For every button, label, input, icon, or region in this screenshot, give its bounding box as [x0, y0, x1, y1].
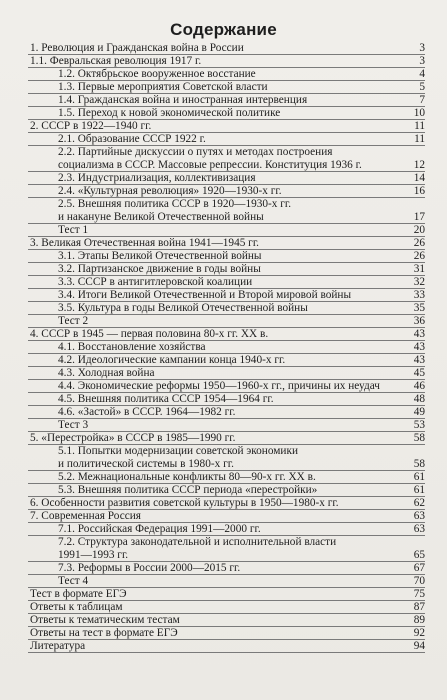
toc-entry	[28, 302, 425, 315]
toc-entry-page-number: 43	[413, 353, 425, 366]
toc-entry	[28, 250, 425, 263]
toc-entry	[28, 562, 425, 575]
toc-entry-title-line: 1991—1993 гг.	[58, 548, 129, 561]
toc-entry-title	[58, 393, 425, 406]
toc-entry	[28, 471, 425, 484]
toc-entry	[28, 640, 425, 653]
toc-entry-title	[58, 94, 425, 107]
toc-entry	[28, 81, 425, 94]
toc-entry-title	[58, 185, 425, 198]
toc-entry-title-line: 4.2. Идеологические кампании конца 1940-х гг.	[58, 354, 286, 366]
toc-entry-title	[30, 120, 425, 133]
toc-entry-title-line: 2.4. «Культурная революция» 1920—1930-х гг.	[58, 185, 282, 197]
toc-entry	[28, 575, 425, 588]
toc-entry-page-number: 12	[413, 158, 425, 171]
toc-entry	[28, 536, 425, 562]
toc-entry-title	[30, 640, 425, 653]
toc-entry-title-line: 3.2. Партизанское движение в годы войны	[58, 263, 261, 275]
toc-entry-title-line: 1.2. Октябрьское вооруженное восстание	[58, 68, 256, 80]
toc-entry-title-line: Ответы к таблицам	[30, 601, 123, 613]
toc-entry-title	[58, 354, 425, 367]
toc-entry-title	[58, 289, 425, 302]
toc-entry-page-number: 32	[413, 275, 425, 288]
toc-entry-title-line: 5.1. Попытки модернизации советской экономики	[58, 445, 299, 457]
toc-entry-title	[30, 614, 425, 627]
toc-entry-page-number: 11	[414, 119, 425, 132]
toc-entry-title	[58, 224, 425, 237]
toc-entry-title	[58, 315, 425, 328]
toc-entry-page-number: 3	[419, 41, 425, 54]
toc-entry-title-line: 1.5. Переход к новой экономической политике	[58, 107, 281, 119]
toc-entry	[28, 341, 425, 354]
toc-entry-page-number: 89	[413, 613, 425, 626]
toc-entry	[28, 263, 425, 276]
toc-entry-title-line: Тест 3	[58, 419, 89, 431]
toc-entry-title-line: 1.1. Февральская революция 1917 г.	[30, 55, 202, 67]
toc-entry-title-line: 4.5. Внешняя политика СССР 1954—1964 гг.	[58, 393, 274, 405]
toc-entry-title-line: 6. Особенности развития советской культуры в 1950—1980-х гг.	[30, 497, 339, 509]
toc-entry-title-line: 2.1. Образование СССР 1922 г.	[58, 133, 206, 145]
toc-entry	[28, 68, 425, 81]
toc-entry-title-line: социализма в СССР. Массовые репрессии. Конституция 1936 г.	[58, 158, 362, 171]
toc-entry-title-line: 7.2. Структура законодательной и исполнительной власти	[58, 536, 337, 548]
toc-entry	[28, 133, 425, 146]
toc-entry	[28, 523, 425, 536]
toc-entry	[28, 627, 425, 640]
toc-entry-title-line: Ответы на тест в формате ЕГЭ	[30, 627, 178, 639]
toc-entry-page-number: 63	[413, 522, 425, 535]
toc-entry-page-number: 11	[414, 132, 425, 145]
toc-entry	[28, 510, 425, 523]
toc-entry	[28, 94, 425, 107]
toc-entry	[28, 406, 425, 419]
toc-entry	[28, 393, 425, 406]
toc-entry-title	[30, 55, 425, 68]
toc-entry-title	[58, 68, 425, 81]
toc-entry-title-line: Литература	[30, 640, 86, 652]
toc-entry-page-number: 63	[413, 509, 425, 522]
toc-entry	[28, 107, 425, 120]
toc-entry-title-line: 5.3. Внешняя политика СССР периода «перестройки»	[58, 484, 318, 496]
toc-entry-title	[30, 601, 425, 614]
toc-entry	[28, 146, 425, 172]
toc-entry-title-line: Тест в формате ЕГЭ	[30, 588, 127, 600]
toc-entry-title	[30, 328, 425, 341]
toc-entry-page-number: 46	[413, 379, 425, 392]
toc-entry-page-number: 87	[413, 600, 425, 613]
toc-entry	[28, 588, 425, 601]
toc-entry-page-number: 3	[419, 54, 425, 67]
toc-entry-title	[58, 523, 425, 536]
toc-entry-title	[58, 263, 425, 276]
toc-entry	[28, 237, 425, 250]
toc-entry-title-line: 1.3. Первые мероприятия Советской власти	[58, 81, 268, 93]
toc-entry-title-line: 1. Революция и Гражданская война в России	[30, 42, 244, 54]
toc-entry-title	[58, 302, 425, 315]
toc-entry-page-number: 61	[413, 470, 425, 483]
toc-entry-title-line: 4. СССР в 1945 — первая половина 80-х гг. XX в.	[30, 328, 269, 340]
toc-entry	[28, 55, 425, 68]
toc-entry-page-number: 43	[413, 340, 425, 353]
toc-entry-title	[58, 276, 425, 289]
toc-entry-title	[58, 107, 425, 120]
toc-entry	[28, 172, 425, 185]
toc-entry-title-line: 3.1. Этапы Великой Отечественной войны	[58, 250, 262, 262]
toc-entry-title	[58, 575, 425, 588]
toc-entry-page-number: 49	[413, 405, 425, 418]
toc-entry-title-line: 4.1. Восстановление хозяйства	[58, 341, 206, 353]
toc-entry-page-number: 43	[413, 327, 425, 340]
toc-entry-page-number: 5	[419, 80, 425, 93]
toc-entry-title-line: Тест 1	[58, 224, 89, 236]
toc-entry-page-number: 58	[413, 431, 425, 444]
toc-entry-title-line: 3. Великая Отечественная война 1941—1945 гг.	[30, 237, 260, 249]
toc-entry-title	[58, 562, 425, 575]
toc-entry-title-line: 2.5. Внешняя политика СССР в 1920—1930-х гг.	[58, 198, 292, 210]
toc-entry	[28, 315, 425, 328]
toc-entry-title	[30, 432, 425, 445]
toc-entry-title-line: Тест 4	[58, 575, 89, 587]
toc-entry-title-line: и политической системы в 1980-х гг.	[58, 457, 234, 470]
toc-entry-title-line: 7.3. Реформы в России 2000—2015 гг.	[58, 562, 241, 574]
toc-entry	[28, 224, 425, 237]
toc-entry-title-line: 2. СССР в 1922—1940 гг.	[30, 120, 152, 132]
toc-entry	[28, 42, 425, 55]
toc-entry-title	[58, 367, 425, 380]
toc-entry-title-line: 4.6. «Застой» в СССР. 1964—1982 гг.	[58, 406, 236, 418]
toc-entry-title	[58, 536, 425, 561]
toc-entry-page-number: 36	[413, 314, 425, 327]
toc-entry-page-number: 45	[413, 366, 425, 379]
toc-entry-title-line: 1.4. Гражданская война и иностранная интервенция	[58, 94, 308, 106]
toc-entry-title-line: 4.4. Экономические реформы 1950—1960-х гг., причины их неудач	[58, 380, 380, 392]
toc-entry-title-line: Тест 2	[58, 315, 89, 327]
toc-entry-title-line: 3.5. Культура в годы Великой Отечественной войны	[58, 302, 308, 314]
toc-entry-page-number: 70	[413, 574, 425, 587]
toc-entry-title-line: 2.2. Партийные дискуссии о путях и методах построения	[58, 146, 333, 158]
toc-entry-title	[30, 588, 425, 601]
toc-entry	[28, 367, 425, 380]
toc-entry-title	[58, 445, 425, 470]
toc-entry	[28, 432, 425, 445]
toc-entry	[28, 419, 425, 432]
toc-entry-page-number: 58	[413, 457, 425, 470]
toc-entry-page-number: 48	[413, 392, 425, 405]
toc-entry-title-line: 2.3. Индустриализация, коллективизация	[58, 172, 256, 184]
toc-entry-title	[30, 237, 425, 250]
toc-entry-page-number: 35	[413, 301, 425, 314]
toc-entry-title-line: 7.1. Российская Федерация 1991—2000 гг.	[58, 523, 261, 535]
toc-entry-page-number: 26	[413, 236, 425, 249]
toc-entry-title-line: 3.3. СССР в антигитлеровской коалиции	[58, 276, 253, 288]
toc-entry-title-line: 3.4. Итоги Великой Отечественной и Второй мировой войны	[58, 289, 352, 301]
toc-entry	[28, 120, 425, 133]
toc-entry-page-number: 92	[413, 626, 425, 639]
toc-entry-page-number: 4	[419, 67, 425, 80]
toc-entry	[28, 614, 425, 627]
toc-entry-title	[30, 510, 425, 523]
toc-entry-page-number: 65	[413, 548, 425, 561]
toc-entry-page-number: 94	[413, 639, 425, 652]
page-title: Содержание	[170, 20, 277, 39]
toc-entry-title	[58, 250, 425, 263]
toc-entry-page-number: 10	[413, 106, 425, 119]
toc-entry-title-line: и накануне Великой Отечественной войны	[58, 210, 264, 223]
toc-entry	[28, 380, 425, 393]
toc-entry	[28, 185, 425, 198]
toc-entry-page-number: 33	[413, 288, 425, 301]
toc-entry	[28, 328, 425, 341]
toc-entry-title	[58, 406, 425, 419]
toc-entry-page-number: 17	[413, 210, 425, 223]
toc-entry-page-number: 67	[413, 561, 425, 574]
toc-entry-title	[58, 341, 425, 354]
toc-entry-title	[58, 172, 425, 185]
toc-entry-title	[58, 133, 425, 146]
toc-entry	[28, 445, 425, 471]
toc-entry-page-number: 62	[413, 496, 425, 509]
toc-entry-title	[58, 198, 425, 223]
toc-entry-page-number: 14	[413, 171, 425, 184]
toc-entry-page-number: 75	[413, 587, 425, 600]
toc-entry-title-line: 5.2. Межнациональные конфликты 80—90-х гг. XX в.	[58, 471, 316, 483]
toc-entry	[28, 276, 425, 289]
toc-entry-title-line: Ответы к тематическим тестам	[30, 614, 180, 626]
toc-entry-page-number: 26	[413, 249, 425, 262]
toc-entry	[28, 354, 425, 367]
toc-entry-title	[30, 627, 425, 640]
toc-entry-page-number: 20	[413, 223, 425, 236]
toc-entry	[28, 601, 425, 614]
toc-entry-page-number: 31	[413, 262, 425, 275]
toc-entry-page-number: 7	[419, 93, 425, 106]
toc-entry-page-number: 53	[413, 418, 425, 431]
toc-entry-title-line: 4.3. Холодная война	[58, 367, 155, 379]
toc-entry-title	[58, 81, 425, 94]
toc-entry	[28, 497, 425, 510]
toc-entry-title	[58, 484, 425, 497]
toc-entry	[28, 484, 425, 497]
toc-entry	[28, 198, 425, 224]
toc-entry-title-line: 7. Современная Россия	[30, 510, 141, 522]
toc-entry-title	[30, 42, 425, 55]
toc-entry-title	[58, 380, 425, 393]
toc-entry-title	[30, 497, 425, 510]
toc-entry	[28, 289, 425, 302]
toc-entry-page-number: 61	[413, 483, 425, 496]
toc-entry-page-number: 16	[413, 184, 425, 197]
table-of-contents	[28, 42, 425, 653]
toc-entry-title	[58, 419, 425, 432]
toc-entry-title-line: 5. «Перестройка» в СССР в 1985—1990 гг.	[30, 432, 236, 444]
toc-entry-title	[58, 146, 425, 171]
toc-entry-title	[58, 471, 425, 484]
